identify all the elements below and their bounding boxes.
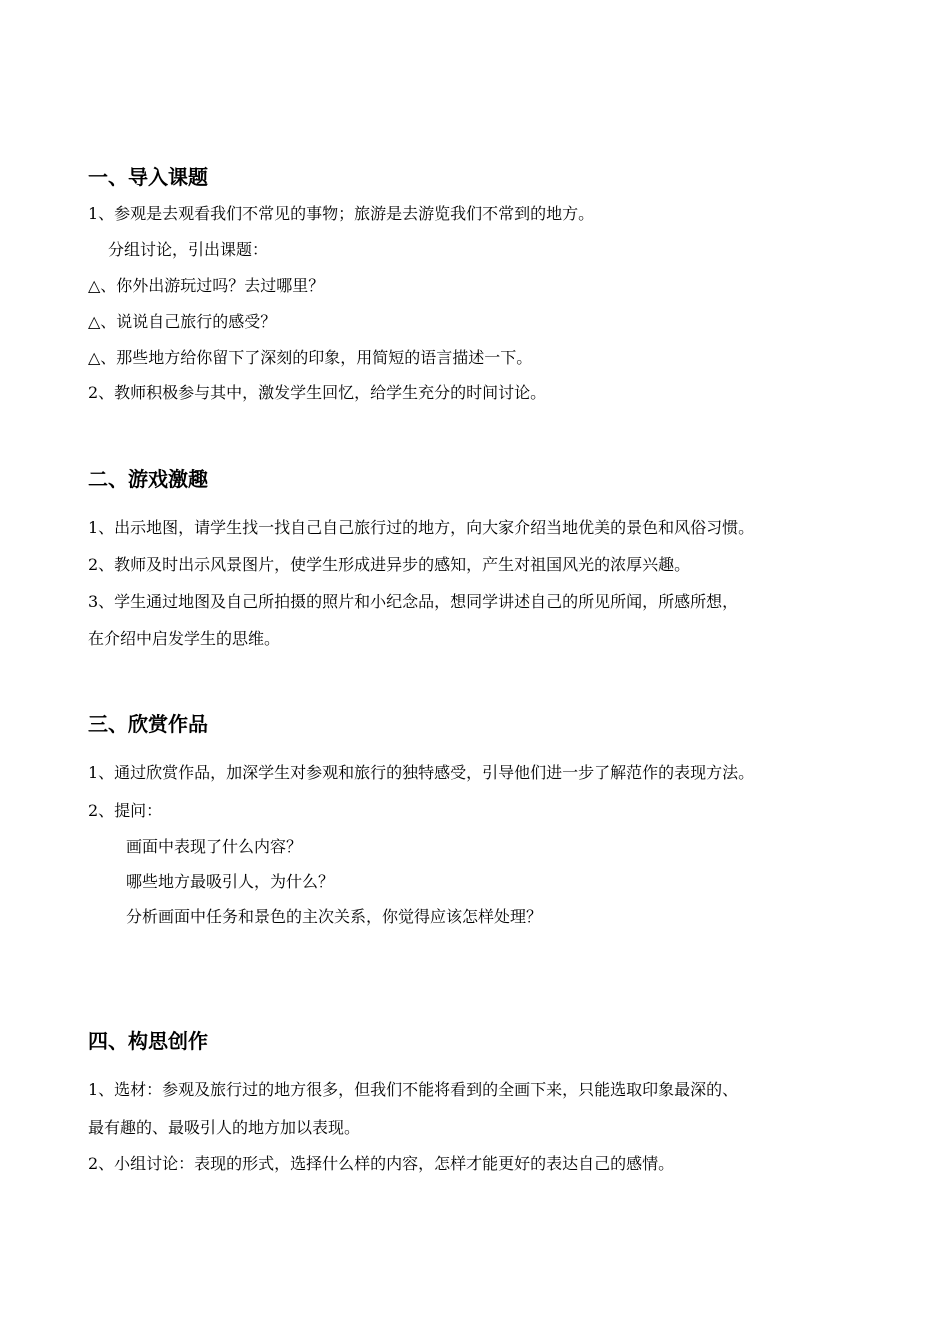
paragraph-line: 最有趣的、最吸引人的地方加以表现。 (88, 1118, 361, 1137)
section-heading-3: 三、欣赏作品 (88, 712, 208, 736)
list-item: △、那些地方给你留下了深刻的印象，用简短的语言描述一下。 (88, 348, 533, 367)
paragraph-line: 2、教师积极参与其中，激发学生回忆，给学生充分的时间讨论。 (88, 383, 547, 402)
paragraph-line: 2、教师及时出示风景图片，使学生形成进异步的感知，产生对祖国风光的浓厚兴趣。 (88, 555, 691, 574)
paragraph-line: 分组讨论，引出课题： (108, 240, 269, 259)
question-line: 分析画面中任务和景色的主次关系，你觉得应该怎样处理？ (126, 907, 543, 926)
list-item: △、你外出游玩过吗？去过哪里？ (88, 276, 325, 295)
question-line: 画面中表现了什么内容？ (126, 837, 303, 856)
paragraph-line: 2、小组讨论：表现的形式，选择什么样的内容，怎样才能更好的表达自己的感情。 (88, 1154, 675, 1173)
paragraph-line: 3、学生通过地图及自己所拍摄的照片和小纪念品，想同学讲述自己的所见所闻，所感所想， (88, 592, 739, 611)
paragraph-line: 1、参观是去观看我们不常见的事物；旅游是去游览我们不常到的地方。 (88, 204, 595, 223)
paragraph-line: 1、选材：参观及旅行过的地方很多，但我们不能将看到的全画下来，只能选取印象最深的、 (88, 1080, 739, 1099)
section-heading-1: 一、导入课题 (88, 165, 208, 189)
paragraph-line: 在介绍中启发学生的思维。 (88, 629, 281, 648)
paragraph-line: 1、通过欣赏作品，加深学生对参观和旅行的独特感受，引导他们进一步了解范作的表现方法。 (88, 763, 755, 782)
paragraph-line: 1、出示地图，请学生找一找自己自己旅行过的地方，向大家介绍当地优美的景色和风俗习惯。 (88, 518, 755, 537)
paragraph-line: 2、提问： (88, 801, 163, 820)
question-line: 哪些地方最吸引人，为什么？ (126, 872, 335, 891)
section-heading-4: 四、构思创作 (88, 1029, 208, 1053)
list-item: △、说说自己旅行的感受？ (88, 312, 277, 331)
section-heading-2: 二、游戏激趣 (88, 467, 208, 491)
